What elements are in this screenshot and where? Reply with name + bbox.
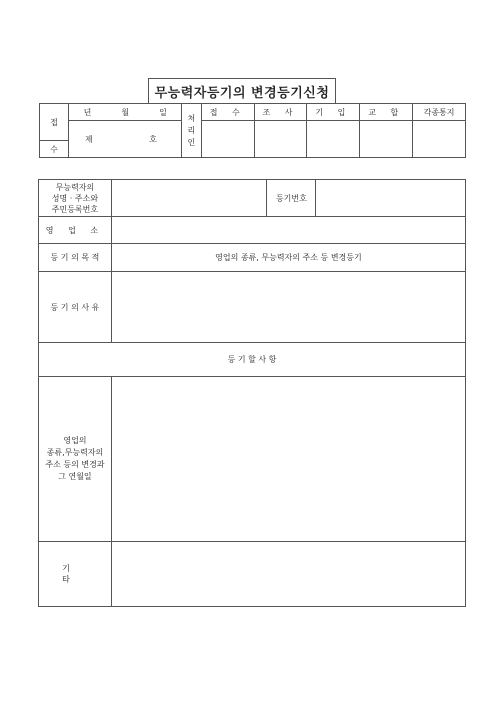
reg-no-label: 등기번호 bbox=[267, 180, 316, 217]
change-label: 영업의 종류,무능력자의 주소 등의 변경과 그 연월일 bbox=[39, 377, 112, 542]
reg-no-value[interactable] bbox=[316, 180, 466, 217]
receipt-table bbox=[39, 103, 466, 158]
form-title: 무능력자등기의 변경등기신청 bbox=[148, 78, 336, 104]
col-notices: 각종통지 bbox=[413, 104, 466, 121]
date-year-label: 년 bbox=[83, 107, 92, 117]
stamp-notices[interactable] bbox=[413, 121, 466, 158]
receipt-date bbox=[68, 104, 181, 121]
stamp-entry[interactable] bbox=[307, 121, 360, 158]
col-receipt: 접 수 bbox=[201, 104, 254, 121]
col-entry: 기 입 bbox=[307, 104, 360, 121]
receipt-number bbox=[68, 121, 181, 158]
person-value[interactable] bbox=[111, 180, 267, 217]
col-collation: 교 합 bbox=[360, 104, 413, 121]
receipt-jeop-label: 접 bbox=[40, 104, 69, 141]
office-label: 영 업 소 bbox=[39, 217, 112, 244]
number-suffix-label: 호 bbox=[149, 134, 157, 144]
change-value[interactable] bbox=[111, 377, 465, 542]
office-value[interactable] bbox=[111, 217, 465, 244]
purpose-value[interactable]: 영업의 종류, 무능력자의 주소 등 변경등기 bbox=[111, 244, 465, 272]
other-value[interactable] bbox=[111, 542, 465, 607]
stamp-investigation[interactable] bbox=[254, 121, 307, 158]
stamp-collation[interactable] bbox=[360, 121, 413, 158]
application-table bbox=[38, 179, 466, 607]
reason-value[interactable] bbox=[111, 272, 465, 343]
date-day-label: 일 bbox=[159, 107, 167, 117]
number-prefix-label: 제 bbox=[84, 134, 93, 144]
section-header: 등 기 할 사 항 bbox=[39, 343, 466, 377]
person-label: 무능력자의 성명 · 주소와 주민등록번호 bbox=[39, 180, 112, 217]
other-label: 기 타 bbox=[39, 542, 112, 607]
receipt-su-label: 수 bbox=[40, 141, 69, 158]
col-investigation: 조 사 bbox=[254, 104, 307, 121]
purpose-label: 등 기 의 목 적 bbox=[39, 244, 112, 272]
stamp-receipt[interactable] bbox=[201, 121, 254, 158]
date-month-label: 월 bbox=[121, 107, 130, 117]
handler-label: 처 리 인 bbox=[181, 104, 201, 158]
reason-label: 등 기 의 사 유 bbox=[39, 272, 112, 343]
